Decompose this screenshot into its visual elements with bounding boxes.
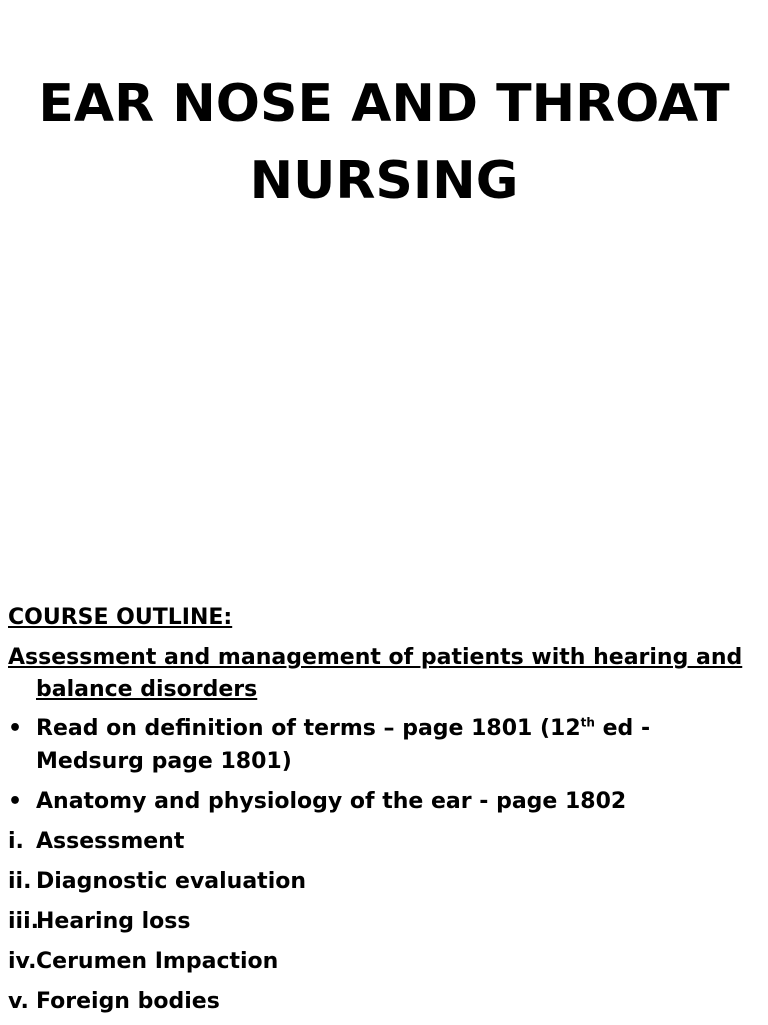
list-item-text: Cerumen Impaction	[36, 949, 279, 974]
document-title	[0, 66, 768, 220]
bullet-text-part-2: ed - Medsurg page 1801)	[36, 716, 651, 774]
list-number: ii.	[8, 869, 32, 894]
bullet-item-definitions	[8, 712, 748, 778]
numbered-item-diagnostic-evaluation	[8, 865, 748, 898]
bullet-item-anatomy	[8, 785, 748, 818]
title-line-2: NURSING	[249, 151, 519, 211]
list-item-text: Assessment	[36, 829, 185, 854]
bullet-text-part-1: Read on definition of terms – page 1801 (12	[36, 716, 581, 741]
course-outline	[8, 602, 748, 1025]
list-number: iii.	[8, 909, 39, 934]
bullet-icon: •	[8, 789, 23, 814]
bullet-icon: •	[8, 716, 23, 741]
list-number: v.	[8, 989, 29, 1014]
superscript-th: th	[580, 715, 595, 730]
numbered-item-hearing-loss	[8, 905, 748, 938]
numbered-item-assessment	[8, 825, 748, 858]
outline-heading: COURSE OUTLINE:	[8, 605, 233, 630]
numbered-item-foreign-bodies	[8, 985, 748, 1018]
numbered-item-cerumen-impaction	[8, 945, 748, 978]
bullet-text: Anatomy and physiology of the ear - page 1802	[36, 789, 627, 814]
list-number: i.	[8, 829, 24, 854]
list-number: iv.	[8, 949, 37, 974]
list-item-text: Foreign bodies	[36, 989, 220, 1014]
list-item-text: Diagnostic evaluation	[36, 869, 307, 894]
outline-subheading: Assessment and management of patients with hearing and balance disorders	[8, 645, 743, 702]
title-line-1: EAR NOSE AND THROAT	[38, 74, 730, 134]
list-item-text: Hearing loss	[36, 909, 191, 934]
